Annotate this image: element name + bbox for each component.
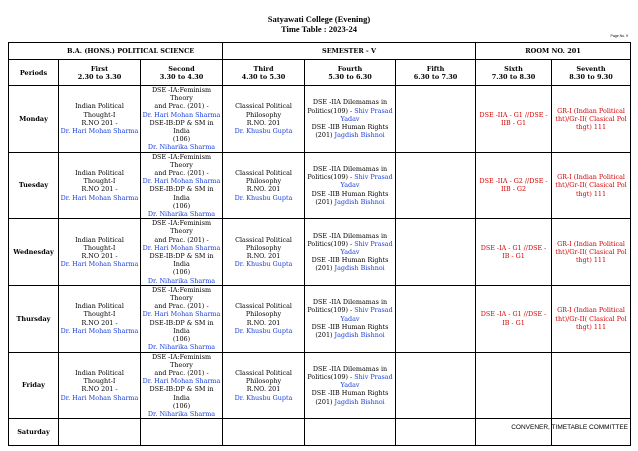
course-line: Classical Political: [235, 302, 292, 311]
teacher-name: Yadav: [340, 181, 360, 190]
room-line: (106): [172, 268, 191, 277]
day-row: [9, 86, 631, 153]
room-line: (201): [315, 131, 333, 140]
period-name: First: [90, 64, 109, 73]
teacher-name: Dr. Niharika Sharma: [147, 409, 216, 418]
course-line: DSE -IA:Feminism Theory: [151, 152, 212, 169]
period3-cell: [223, 86, 305, 153]
course-line: Indian Political Thought-I: [75, 368, 124, 386]
period-time: 4.30 to 5.30: [241, 72, 286, 81]
period-name: Fourth: [337, 64, 363, 73]
period1-cell: [59, 152, 141, 219]
room-line: R.NO 201 -: [81, 385, 118, 394]
course-line: Indian Political Thought-I: [75, 169, 124, 186]
teacher-name: Dr. Niharika Sharma: [147, 343, 216, 352]
room-line: (106): [172, 401, 191, 410]
teacher-name: Dr. Khusbu Gupta: [234, 326, 293, 335]
period1-cell: [59, 219, 141, 286]
day-row: [9, 219, 631, 286]
timetable-title: Time Table : 2023-24: [280, 24, 358, 34]
day-name: Thursday: [9, 285, 59, 352]
period-time: 8.30 to 9.30: [569, 72, 613, 81]
period-name: Third: [253, 64, 274, 73]
period-header: [396, 60, 476, 86]
teacher-name: Jagdish Bishnoi: [334, 197, 385, 206]
period4-cell: [305, 352, 396, 419]
course-line: Politics(109) -: [307, 173, 353, 182]
period-name: Fifth: [426, 64, 445, 73]
course-line: Politics(109) -: [307, 306, 353, 315]
period1-cell: [59, 86, 141, 153]
period4-cell: [305, 285, 396, 352]
empty-cell: [476, 419, 552, 446]
timetable-table: [8, 42, 631, 446]
teacher-name: Shiv Prasad: [354, 173, 393, 182]
teacher-name: Dr. Hari Mohan Sharma: [142, 377, 221, 386]
period7-cell: GR-I (Indian Political tht)/Gr-II( Clasical Pol thgt) 111: [552, 86, 631, 153]
day-row: [9, 285, 631, 352]
empty-cell: [552, 419, 631, 446]
period6-cell: [476, 352, 552, 419]
course-line: Politics(109) -: [307, 106, 353, 115]
teacher-name: Shiv Prasad: [354, 306, 393, 315]
course-line: Politics(109) -: [307, 239, 353, 248]
room-line: R.NO. 201: [246, 185, 281, 194]
day-name: Tuesday: [9, 152, 59, 219]
course-line: Politics(109) -: [307, 373, 353, 381]
teacher-name: Dr. Hari Mohan Sharma: [142, 243, 221, 252]
room-line: R.NO. 201: [246, 252, 281, 261]
saturday-row: [9, 419, 631, 446]
course-line: DSE -IA:Feminism Theory: [151, 352, 212, 369]
period2-cell: [141, 86, 223, 153]
teacher-name: Jagdish Bishnoi: [334, 264, 385, 273]
course-line: DSE -IIB Human Rights: [311, 389, 389, 398]
period7-cell: GR-I (Indian Political tht)/Gr-II( Clasical Pol thgt) 111: [552, 152, 631, 219]
course-line: DSE -IA:Feminism Theory: [151, 86, 212, 103]
course-line: DSE -IA:Feminism Theory: [151, 285, 212, 303]
course-line: DSE -IIB Human Rights: [311, 189, 389, 198]
day-name: Wednesday: [9, 219, 59, 286]
course-line: DSE -IIA Dilemamas in: [312, 364, 388, 373]
course-line: and Prac. (201) -: [154, 169, 209, 178]
period4-cell: [305, 152, 396, 219]
period2-cell: [141, 219, 223, 286]
period1-cell: [59, 285, 141, 352]
course-line: DSE -IIA Dilemamas in: [312, 298, 388, 307]
teacher-name: Yadav: [340, 314, 360, 323]
period-header: [305, 60, 396, 86]
empty-cell: [59, 419, 141, 446]
period5-cell: [396, 285, 476, 352]
teacher-name: Jagdish Bishnoi: [334, 397, 385, 406]
teacher-name: Jagdish Bishnoi: [334, 330, 385, 339]
course-line: Classical Political: [235, 235, 292, 244]
course-line: DSE -IIA Dilemamas in: [312, 231, 388, 240]
empty-cell: [305, 419, 396, 446]
period4-cell: [305, 86, 396, 153]
header-row: [9, 43, 631, 60]
room-line: (201): [315, 330, 333, 339]
teacher-name: Dr. Khusbu Gupta: [234, 260, 293, 269]
teacher-name: Dr. Hari Mohan Sharma: [60, 260, 139, 269]
course-line: DSE-IB:DP & SM in India: [149, 118, 214, 136]
room-line: (106): [172, 335, 191, 344]
course-line: DSE-IB:DP & SM in India: [149, 318, 214, 335]
course-line: DSE -IA:Feminism Theory: [151, 219, 212, 236]
room-line: R.NO 201 -: [81, 318, 118, 327]
course-line: DSE -IIA Dilemamas in: [312, 164, 388, 173]
period6-cell: DSE -IIA - G1 //DSE - IIB - G1: [476, 86, 552, 153]
course-line: DSE -IIB Human Rights: [311, 256, 389, 265]
course-line: DSE-IB:DP & SM in India: [149, 185, 214, 202]
room-line: R.NO. 201: [246, 318, 281, 327]
room-line: R.NO 201 -: [81, 185, 118, 194]
course-line: Philosophy: [245, 110, 282, 119]
course-line: and Prac. (201) -: [154, 302, 209, 311]
teacher-name: Dr. Hari Mohan Sharma: [60, 326, 139, 335]
course-line: Philosophy: [245, 243, 282, 252]
period-name: Sixth: [504, 64, 523, 73]
period4-cell: [305, 219, 396, 286]
teacher-name: Dr. Khusbu Gupta: [234, 127, 293, 136]
teacher-name: Yadav: [340, 247, 360, 256]
period7-cell: GR-I (Indian Political tht)/Gr-II( Clasical Pol thgt) 111: [552, 285, 631, 352]
room-line: R.NO 201 -: [81, 118, 118, 127]
empty-cell: [223, 419, 305, 446]
period5-cell: [396, 352, 476, 419]
teacher-name: Dr. Khusbu Gupta: [234, 193, 293, 202]
period1-cell: [59, 352, 141, 419]
day-name: Friday: [9, 352, 59, 419]
period-time: 3.30 to 4.30: [159, 72, 204, 81]
teacher-name: Dr. Hari Mohan Sharma: [60, 127, 139, 136]
period6-cell: DSE -IA - G1 //DSE - IB - G1: [476, 219, 552, 286]
course-line: Indian Political Thought-I: [75, 102, 124, 119]
teacher-name: Yadav: [340, 114, 360, 123]
teacher-name: Dr. Hari Mohan Sharma: [60, 393, 139, 402]
room-line: R.NO 201 -: [81, 252, 118, 261]
room-line: (201): [315, 397, 333, 406]
course-line: Philosophy: [245, 177, 282, 186]
teacher-name: Shiv Prasad: [354, 239, 393, 248]
room-line: R.NO. 201: [246, 385, 281, 394]
teacher-name: Dr. Hari Mohan Sharma: [142, 110, 221, 119]
course-line: DSE-IB:DP & SM in India: [149, 252, 214, 269]
room-line: (106): [172, 135, 191, 144]
period-time: 6.30 to 7.30: [413, 72, 458, 81]
period2-cell: [141, 285, 223, 352]
course-line: DSE -IIB Human Rights: [311, 322, 389, 331]
empty-cell: [141, 419, 223, 446]
empty-cell: [396, 419, 476, 446]
room-line: (201): [315, 197, 333, 206]
teacher-name: Shiv Prasad: [354, 106, 393, 115]
room-line: R.NO. 201: [246, 118, 281, 127]
periods-label: Periods: [9, 60, 59, 86]
course-line: DSE-IB:DP & SM in India: [149, 385, 214, 402]
course-line: Classical Political: [235, 169, 292, 178]
period2-cell: [141, 352, 223, 419]
period7-cell: GR-I (Indian Political tht)/Gr-II( Clasical Pol thgt) 111: [552, 219, 631, 286]
teacher-name: Yadav: [340, 381, 360, 390]
teacher-name: Jagdish Bishnoi: [334, 131, 385, 140]
period3-cell: [223, 219, 305, 286]
course-line: Classical Political: [235, 102, 292, 111]
period6-cell: DSE -IA - G1 //DSE - IB - G1: [476, 285, 552, 352]
course-line: and Prac. (201) -: [154, 368, 209, 377]
teacher-name: Dr. Niharika Sharma: [147, 276, 216, 285]
course-line: Classical Political: [235, 368, 292, 377]
period5-cell: [396, 152, 476, 219]
day-row: [9, 152, 631, 219]
course-line: Indian Political Thought-I: [75, 302, 124, 319]
period-header: [141, 60, 223, 86]
course-line: and Prac. (201) -: [154, 235, 209, 244]
day-row: [9, 352, 631, 419]
course-line: DSE -IIA Dilemamas in: [312, 98, 388, 107]
period-name: Seventh: [576, 64, 606, 73]
course-line: and Prac. (201) -: [154, 102, 209, 111]
teacher-name: Dr. Hari Mohan Sharma: [142, 177, 221, 186]
period7-cell: [552, 352, 631, 419]
teacher-name: Dr. Hari Mohan Sharma: [142, 310, 221, 319]
teacher-name: Dr. Niharika Sharma: [147, 143, 216, 152]
day-name: Monday: [9, 86, 59, 153]
teacher-name: Dr. Hari Mohan Sharma: [60, 193, 139, 202]
course-title: B.A. (HONS.) POLITICAL SCIENCE: [9, 43, 223, 60]
teacher-name: Dr. Niharika Sharma: [147, 210, 216, 219]
page-number: Page No. 9: [610, 34, 628, 38]
period3-cell: [223, 152, 305, 219]
period-time: 2.30 to 3.30: [77, 72, 122, 81]
period5-cell: [396, 219, 476, 286]
room-line: (201): [315, 264, 333, 273]
teacher-name: Shiv Prasad: [354, 373, 393, 381]
period6-cell: DSE -IIA - G2 //DSE - IIB - G2: [476, 152, 552, 219]
teacher-name: Dr. Khusbu Gupta: [234, 393, 293, 402]
course-line: Philosophy: [245, 310, 282, 319]
convener-signature: CONVENER, TIMETABLE COMMITTEE: [511, 424, 628, 431]
period-header: [223, 60, 305, 86]
period3-cell: [223, 285, 305, 352]
course-line: Philosophy: [245, 377, 282, 386]
periods-row: [9, 60, 631, 86]
period-header: [552, 60, 631, 86]
period-time: 7.30 to 8.30: [491, 72, 536, 81]
period2-cell: [141, 152, 223, 219]
day-name: Saturday: [9, 419, 59, 446]
course-line: DSE -IIB Human Rights: [311, 122, 389, 131]
room-line: (106): [172, 201, 191, 210]
period-time: 5.30 to 6.30: [328, 72, 372, 81]
period3-cell: [223, 352, 305, 419]
college-name: Satyawati College (Evening): [267, 14, 371, 24]
period-header: [476, 60, 552, 86]
course-line: Indian Political Thought-I: [75, 235, 124, 252]
period-name: Second: [168, 64, 195, 73]
period-header: [59, 60, 141, 86]
period5-cell: [396, 86, 476, 153]
room-title: ROOM NO. 201: [476, 43, 631, 60]
semester-title: SEMESTER - V: [223, 43, 476, 60]
